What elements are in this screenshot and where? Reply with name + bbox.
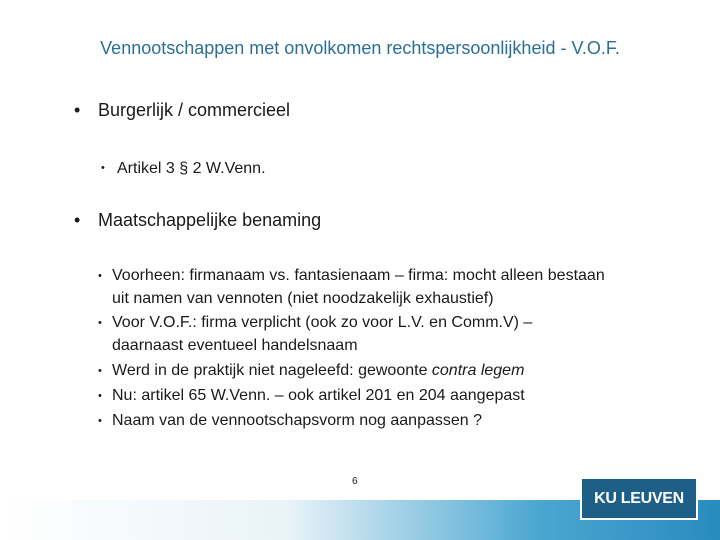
bullet-dot: •	[98, 365, 102, 377]
bullet-text: Burgerlijk / commercieel	[98, 100, 291, 120]
bullet-text: Werd in de praktijk niet nageleefd: gewoonte	[112, 362, 432, 379]
page-number: 6	[352, 476, 358, 487]
bullet-dot: •	[98, 270, 102, 282]
sub-bullet-artikel	[101, 160, 266, 178]
sub-bullet-naam	[98, 411, 483, 431]
bullet-dot: •	[98, 390, 102, 402]
bullet-dot: •	[101, 162, 105, 174]
bullet-text: uit namen van vennoten (niet noodzakelijk exhaustief)	[112, 290, 494, 307]
sub-bullet-vof-cont	[112, 336, 358, 356]
sub-bullet-voorheen	[98, 266, 605, 286]
bullet-text-italic: contra legem	[431, 362, 525, 379]
bullet-text: daarnaast eventueel handelsnaam	[112, 337, 358, 354]
sub-bullet-praktijk	[98, 361, 525, 381]
bullet-text: Nu: artikel 65 W.Venn. – ook artikel 201 en 204 aangepast	[112, 387, 525, 404]
bullet-dot: •	[98, 317, 102, 329]
sub-bullet-nu	[98, 386, 525, 406]
bullet-text: Artikel 3 § 2 W.Venn.	[117, 160, 266, 177]
bullet-dot: •	[98, 415, 102, 427]
logo-text: KU LEUVEN	[594, 489, 684, 507]
bullet-dot: •	[74, 100, 81, 120]
ku-leuven-logo	[580, 477, 698, 520]
bullet-text: Naam van de vennootschapsvorm nog aanpassen ?	[112, 412, 483, 429]
bullet-burgerlijk	[74, 100, 290, 121]
bullet-text: Voorheen: firmanaam vs. fantasienaam – firma: mocht alleen bestaan	[112, 267, 605, 284]
bullet-benaming	[74, 210, 321, 231]
bullet-text: Voor V.O.F.: firma verplicht (ook zo voor L.V. en Comm.V) –	[112, 314, 533, 331]
slide-title: Vennootschappen met onvolkomen rechtspersoonlijkheid - V.O.F.	[100, 38, 620, 58]
sub-bullet-vof	[98, 313, 533, 333]
bullet-dot: •	[74, 210, 81, 230]
bullet-text: Maatschappelijke benaming	[98, 210, 322, 230]
sub-bullet-voorheen-cont	[112, 289, 494, 309]
